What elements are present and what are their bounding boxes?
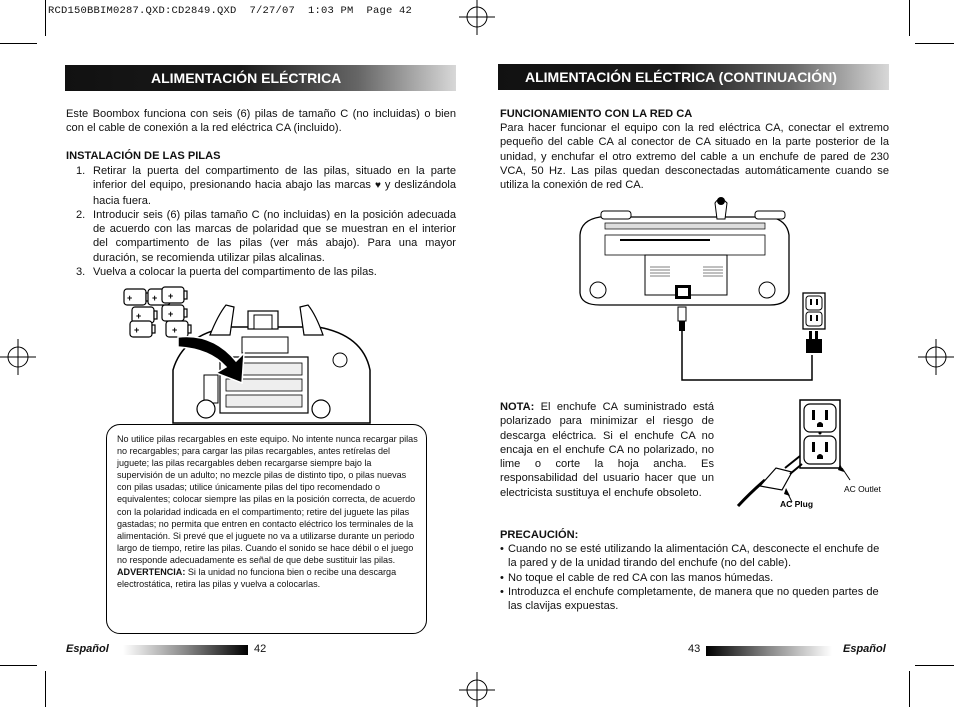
crop-mark	[909, 671, 910, 707]
ac-paragraph: Para hacer funcionar el equipo con la red eléctrica CA, conectar el extremo pequeño del cable CA al conector de CA situado en la parte posterior de la unidad, y enchufar el otro extremo del cable a un enchufe de pared de 230 VCA, 50 Hz. Las pilas quedan desconectadas automáticamente cuando se utiliza la conexión de red CA.	[500, 122, 889, 192]
battery-warning-box	[106, 424, 427, 634]
note-text: El enchufe CA suministrado está polarizado para minimizar el riesgo de descarga eléctrica. Si el enchufe CA no encaja en el enchufe CA no polarizado, no lime o corte la hoja ancha. Es responsabilidad del usuario hacer que un electricista sustituya el enchufe obsoleto.	[500, 401, 714, 499]
note-paragraph	[500, 400, 714, 500]
svg-text:+: +	[152, 293, 158, 303]
registration-mark-icon	[457, 670, 497, 707]
step-item	[66, 208, 456, 265]
crop-mark	[915, 665, 954, 666]
step-number: 1.	[76, 165, 86, 177]
step-text: y deslizándola hacia fuera.	[93, 179, 456, 207]
right-footer-bar	[706, 646, 832, 656]
warning-text: No utilice pilas recargables en este equipo. No intente nunca recargar pilas no recargables; para cargar las pilas recargables, antes retírelas del juguete; las pilas recargables deben recargarse siempre bajo la supervisión de un adulto; no mezcle pilas de distinto tipo, o pilas nuevas con pilas usadas; utilice únicamente pilas del tipo recomendado o equivalentes; colocar siempre las pilas en la posición correcta, de acuerdo con la polaridad indicada en el compartimento; retire del juguete las pilas gastadas; no permita que entren en contacto eléctrico los terminales de la alimentación. Si prevé que el juguete no va a utilizarse durante un periodo largo de tiempo, retire las pilas. Cuando el sonido se hace débil o el juego no responde adecuadamente es señal de que debe sustituir las pilas.	[117, 434, 418, 565]
intro-paragraph: Este Boombox funciona con seis (6) pilas de tamaño C (no incluidas) o bien con el cable de conexión a la red eléctrica CA (incluido).	[66, 108, 456, 135]
left-footer-bar	[123, 645, 248, 655]
step-text: Vuelva a colocar la puerta del compartimento de las pilas.	[93, 266, 377, 279]
caution-list	[500, 542, 889, 613]
registration-mark-icon	[457, 0, 497, 37]
ac-connection-illustration	[575, 195, 840, 385]
crop-mark	[915, 43, 954, 44]
svg-text:+: +	[136, 311, 142, 321]
caution-item: • Cuando no se esté utilizando la alimentación CA, desconecte el enchufe de la pared y de la unidad tirando del enchufe (no del cable).	[500, 542, 889, 571]
crop-mark	[45, 0, 46, 36]
registration-mark-icon	[0, 337, 38, 377]
outlet-plug-illustration	[730, 398, 895, 518]
battery-installation-illustration	[118, 285, 373, 425]
svg-text:+: +	[134, 325, 140, 335]
crop-mark	[909, 0, 910, 36]
ac-heading: FUNCIONAMIENTO CON LA RED CA	[500, 108, 693, 120]
left-footer-language: Español	[66, 643, 109, 655]
caution-heading: PRECAUCIÓN:	[500, 529, 579, 541]
right-page-number: 43	[688, 643, 701, 655]
caution-item: • No toque el cable de red CA con las manos húmedas.	[500, 571, 889, 585]
right-section-title	[498, 64, 889, 90]
step-number: 2.	[76, 208, 86, 221]
warning-tail: Si la unidad no funciona bien o recibe una descarga electrostática, retira las pilas y vuelva a colocarlas.	[117, 567, 397, 590]
crop-mark	[45, 671, 46, 707]
step-item	[66, 265, 456, 279]
print-header: RCD150BBIM0287.QXD:CD2849.QXD 7/27/07 1:03 PM Page 42	[48, 5, 413, 17]
svg-text:+: +	[172, 325, 178, 335]
svg-text:+: +	[168, 291, 174, 301]
note-label: NOTA:	[500, 401, 535, 413]
right-section-title-text: ALIMENTACIÓN ELÉCTRICA (CONTINUACIÓN)	[525, 69, 837, 85]
step-text: Retirar la puerta del compartimento de las pilas, situado en la parte inferior del equipo, presionando hacia abajo las marcas	[93, 165, 456, 192]
warning-label: ADVERTENCIA:	[117, 567, 186, 578]
step-number: 3.	[76, 266, 86, 279]
svg-text:+: +	[168, 309, 174, 319]
battery-heading: INSTALACIÓN DE LAS PILAS	[66, 150, 221, 162]
step-item	[66, 164, 456, 208]
ac-outlet-label: AC Outlet	[844, 484, 881, 494]
crop-mark	[0, 43, 37, 44]
right-footer-language: Español	[843, 643, 886, 655]
svg-text:+: +	[127, 293, 133, 303]
crop-mark	[0, 665, 37, 666]
registration-mark-icon	[916, 337, 954, 377]
step-text: Introducir seis (6) pilas tamaño C (no incluidas) en la posición adecuada de acuerdo con las marcas de polaridad que se muestran en el interior del compartimento de las pilas (ver más abajo). Para una mayor duración, se recomienda utilizar pilas alcalinas.	[93, 208, 456, 264]
ac-plug-label: AC Plug	[780, 499, 814, 509]
battery-steps	[66, 164, 456, 279]
heart-icon: ♥	[374, 180, 381, 192]
left-section-title	[65, 65, 456, 91]
left-page-number: 42	[254, 643, 267, 655]
left-section-title-text: ALIMENTACIÓN ELÉCTRICA	[151, 70, 342, 86]
caution-item: • Introduzca el enchufe completamente, de manera que no queden partes de las clavijas expuestas.	[500, 585, 889, 614]
